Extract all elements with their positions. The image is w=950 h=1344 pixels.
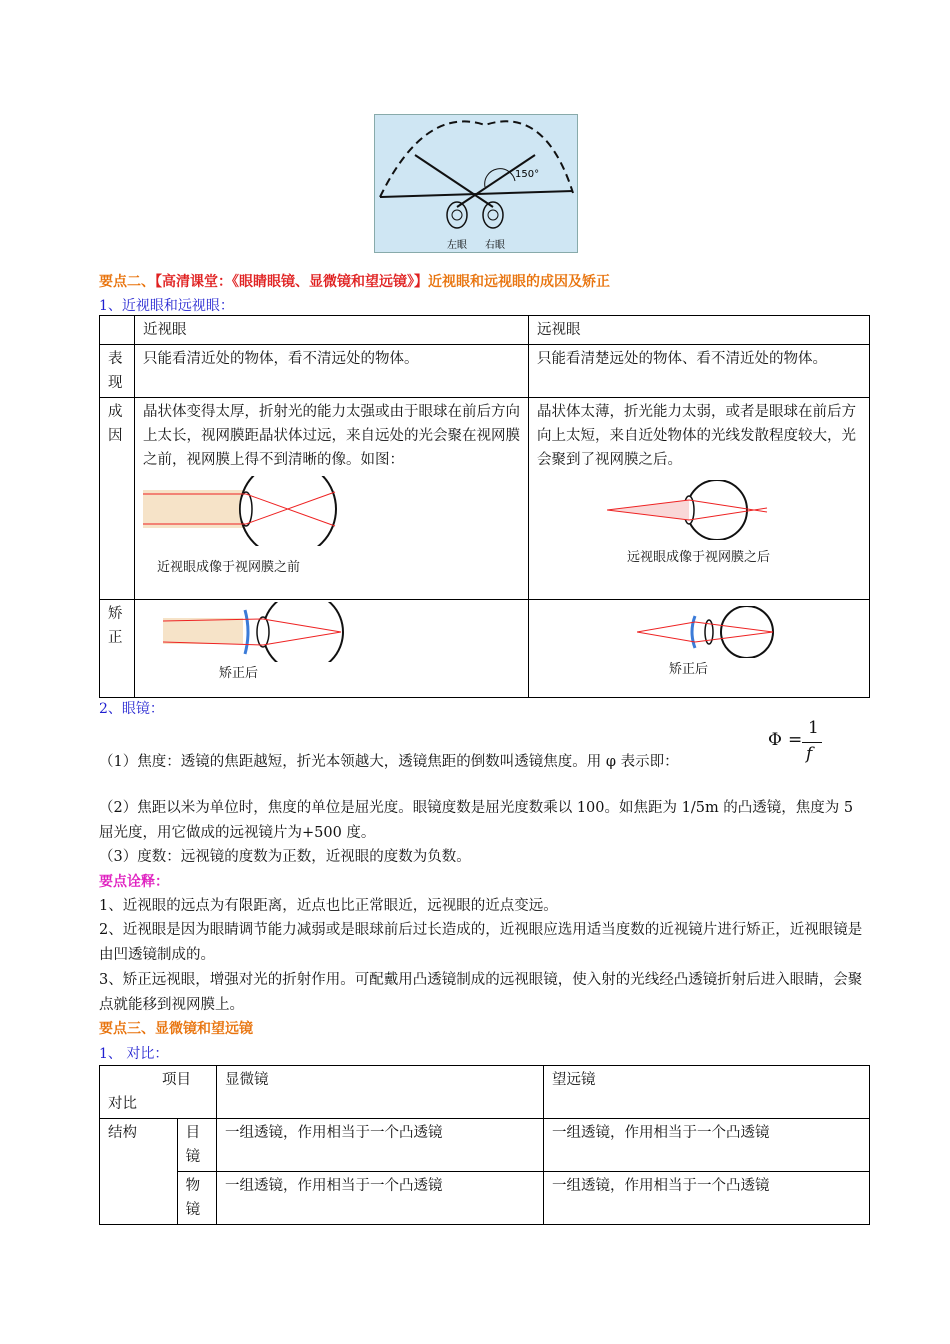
myopia-caption: 近视眼成像于视网膜之前 [157, 560, 301, 575]
section2-prefix: 要点二、 [99, 274, 155, 290]
hyperopia-cause: 晶状体太薄，折光能力太弱，或者是眼球在前后方向上太短，来自近处物体的光线发散程度较大，光会聚到了视网膜之后。 [537, 404, 856, 468]
head-item: 项目 [162, 1072, 191, 1088]
telescope-objective: 一组透镜，作用相当于一个凸透镜 [544, 1172, 870, 1225]
section2-main: 近视眼和远视眼的成因及矫正 [428, 274, 610, 290]
head-compare: 对比 [108, 1096, 137, 1112]
angle-label: 150° [515, 169, 540, 180]
notes-title: 要点诠释： [99, 874, 169, 890]
myopia-corrected-diagram [163, 602, 363, 662]
row-label-symptom: 表现 [100, 345, 135, 398]
formula-numerator: 1 [808, 718, 819, 738]
hyperopia-eye-diagram [607, 480, 787, 540]
col-microscope-header: 显微镜 [217, 1066, 544, 1119]
telescope-eyepiece: 一组透镜，作用相当于一个凸透镜 [544, 1119, 870, 1172]
hyperopia-caption: 远视眼成像于视网膜之后 [627, 550, 771, 565]
section2-title [99, 271, 610, 291]
viewing-angle-figure [374, 114, 578, 253]
section2-sub2: 2、眼镜： [99, 701, 164, 717]
hyperopia-corrected-diagram [637, 606, 797, 658]
formula-denominator: f [806, 744, 813, 764]
microscope-eyepiece: 一组透镜，作用相当于一个凸透镜 [217, 1119, 544, 1172]
row-label-cause: 成因 [100, 398, 135, 600]
section2-p1: （1）焦度：透镜的焦距越短，折光本领越大，透镜焦距的倒数叫透镜焦度。用 φ 表示即： [99, 754, 679, 770]
section2-p3: （3）度数：远视镜的度数为正数，近视眼的度数为负数。 [99, 849, 471, 865]
viewing-angle-diagram [375, 115, 577, 252]
col-telescope-header: 望远镜 [544, 1066, 870, 1119]
myopia-corrected-caption: 矫正后 [219, 666, 259, 681]
myopia-cause: 晶状体变得太厚，折射光的能力太强或由于眼球在前后方向上太长，视网膜距晶状体过远，来自远处的光会聚在视网膜之前，视网膜上得不到清晰的像。如图： [143, 404, 520, 468]
hyperopia-corrected-caption: 矫正后 [669, 662, 709, 677]
group-structure: 结构 [100, 1119, 178, 1225]
col-hyperopia-header: 远视眼 [529, 316, 870, 345]
myopia-eye-diagram [143, 476, 363, 546]
row-objective: 物镜 [177, 1172, 216, 1225]
eye-comparison-table [99, 315, 870, 698]
microscope-objective: 一组透镜，作用相当于一个凸透镜 [217, 1172, 544, 1225]
myopia-symptom: 只能看清近处的物体，看不清远处的物体。 [135, 345, 529, 398]
note-3: 3、矫正远视眼，增强对光的折射作用。可配戴用凸透镜制成的远视眼镜，使入射的光线经凸透镜折射后进入眼睛，会聚点就能移到视网膜上。 [99, 972, 863, 1013]
microscope-telescope-table [99, 1065, 870, 1225]
right-eye-label: 右眼 [485, 240, 505, 251]
note-1: 1、近视眼的远点为有限距离，近点也比正常眼近，远视眼的近点变远。 [99, 898, 558, 914]
row-label-correction: 矫正 [100, 600, 135, 698]
section3-title: 要点三、显微镜和望远镜 [99, 1021, 253, 1037]
hyperopia-symptom: 只能看清楚远处的物体、看不清近处的物体。 [529, 345, 870, 398]
left-eye-label: 左眼 [447, 240, 467, 251]
formula-eq: = [788, 730, 803, 750]
section3-sub1: 1、 对比： [99, 1046, 169, 1062]
row-eyepiece: 目镜 [177, 1119, 216, 1172]
section2-sub1: 1、近视眼和远视眼： [99, 298, 234, 314]
section2-p2: （2）焦距以米为单位时，焦度的单位是屈光度。眼镜度数是屈光度数乘以 100。如焦距为 1/5m 的凸透镜，焦度为 5 屈光度，用它做成的远视镜片为+500 度。 [99, 800, 854, 841]
col-myopia-header: 近视眼 [135, 316, 529, 345]
section2-bracket: 【高清课堂：《眼睛眼镜、显微镜和望远镜》】 [155, 274, 428, 290]
note-2: 2、近视眼是因为眼睛调节能力减弱或是眼球前后过长造成的，近视眼应选用适当度数的近视镜片进行矫正，近视眼镜是由凹透镜制成的。 [99, 922, 863, 963]
formula-lhs: Φ [768, 730, 782, 750]
